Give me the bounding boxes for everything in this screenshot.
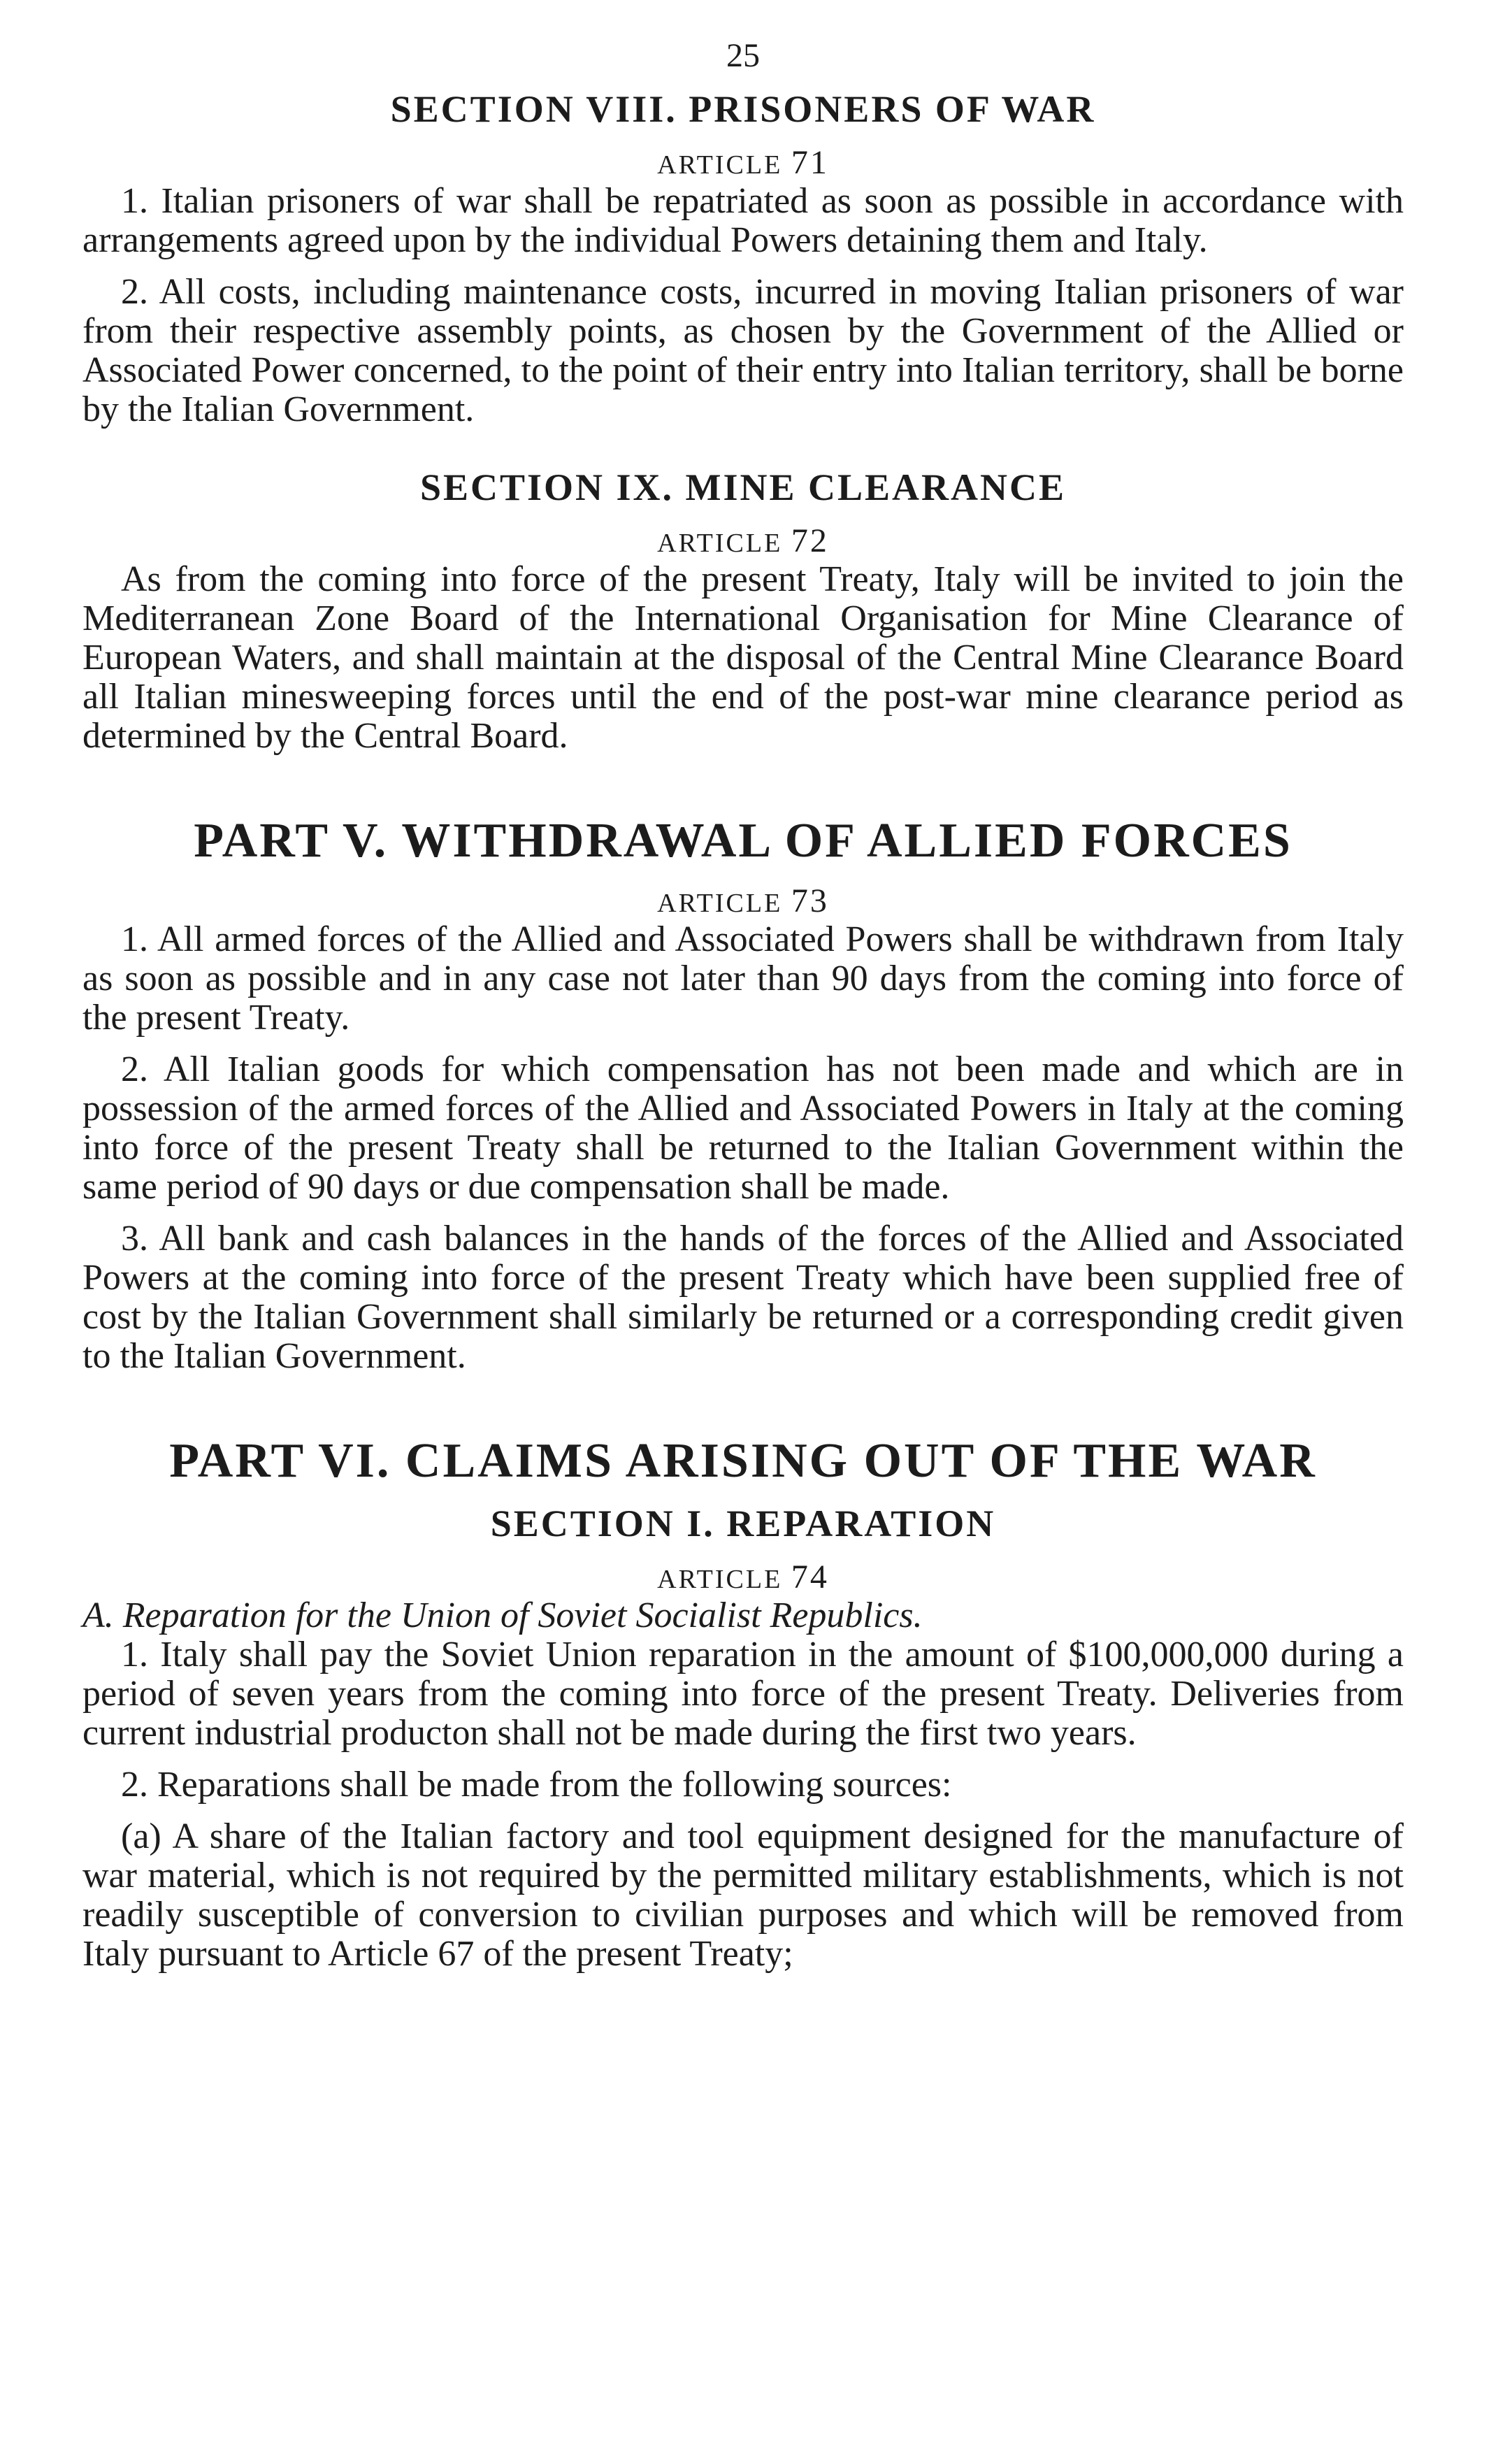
- article-73-label: [82, 882, 1404, 920]
- article-number: 72: [791, 522, 829, 559]
- article-71-label: [82, 143, 1404, 182]
- article-72-label: [82, 522, 1404, 560]
- article-74-paragraph-2: 2. Reparations shall be made from the following sources:: [121, 1765, 952, 1805]
- article-73-paragraph-1: 1. All armed forces of the Allied and Associated Powers shall be withdrawn from Italy as soon as possible and in any case not later than 90 days from the coming into force of the present Treaty.: [82, 919, 1404, 1038]
- reparation-ussr-subheading: A. Reparation for the Union of Soviet Socialist Republics.: [82, 1596, 923, 1635]
- article-number: 71: [791, 144, 829, 181]
- article-label-text: ARTICLE: [657, 1565, 783, 1594]
- article-label-text: ARTICLE: [657, 529, 783, 558]
- article-number: 74: [791, 1558, 829, 1596]
- article-label-text: ARTICLE: [657, 150, 783, 180]
- article-73-paragraph-3: 3. All bank and cash balances in the hands of the forces of the Allied and Associated Powers at the coming into force of the present Treaty which have been supplied free of cost by the Italian Government shall similarly be returned or a corresponding credit given to the Italian Government.: [82, 1219, 1404, 1376]
- document-page: [82, 28, 1404, 1974]
- article-number: 73: [791, 882, 829, 919]
- section-i-heading: SECTION I. REPARATION: [490, 1503, 996, 1544]
- article-74-paragraph-1: 1. Italy shall pay the Soviet Union reparation in the amount of $100,000,000 during a period of seven years from the coming into force of the present Treaty. Deliveries from current industrial producton shall not be made during the first two years.: [82, 1635, 1404, 1753]
- section-viii-heading: SECTION VIII. PRISONERS OF WAR: [390, 88, 1096, 130]
- article-label-text: ARTICLE: [657, 889, 783, 918]
- article-71-paragraph-2: 2. All costs, including maintenance costs, incurred in moving Italian prisoners of war from their respective assembly points, as chosen by the Government of the Allied or Associated Power concerned, to the point of their entry into Italian territory, shall be borne by the Italian Government.: [82, 272, 1404, 429]
- page-number: 25: [726, 37, 760, 74]
- part-v-heading: PART V. WITHDRAWAL OF ALLIED FORCES: [194, 814, 1293, 868]
- section-ix-heading: SECTION IX. MINE CLEARANCE: [419, 466, 1067, 508]
- article-72-paragraph-1: As from the coming into force of the present Treaty, Italy will be invited to join the Mediterranean Zone Board of the International Organisation for Mine Clearance of European Waters, and shall maintain at the disposal of the Central Mine Clearance Board all Italian minesweeping forces until the end of the post-war mine clearance period as determined by the Central Board.: [82, 559, 1404, 756]
- article-74-paragraph-3: (a) A share of the Italian factory and tool equipment designed for the manufacture of war material, which is not required by the permitted military establishments, which is not readily susceptible of conversion to civilian purposes and which will be removed from Italy pursuant to Article 67 of the present Treaty;: [82, 1816, 1404, 1974]
- article-73-paragraph-2: 2. All Italian goods for which compensation has not been made and which are in possession of the armed forces of the Allied and Associated Powers in Italy at the coming into force of the present Treaty shall be returned to the Italian Government within the same period of 90 days or due compensation shall be made.: [82, 1049, 1404, 1207]
- article-71-paragraph-1: 1. Italian prisoners of war shall be repatriated as soon as possible in accordance with arrangements agreed upon by the individual Powers detaining them and Italy.: [82, 181, 1404, 260]
- part-vi-heading: PART VI. CLAIMS ARISING OUT OF THE WAR: [169, 1434, 1317, 1488]
- article-74-label: [82, 1558, 1404, 1596]
